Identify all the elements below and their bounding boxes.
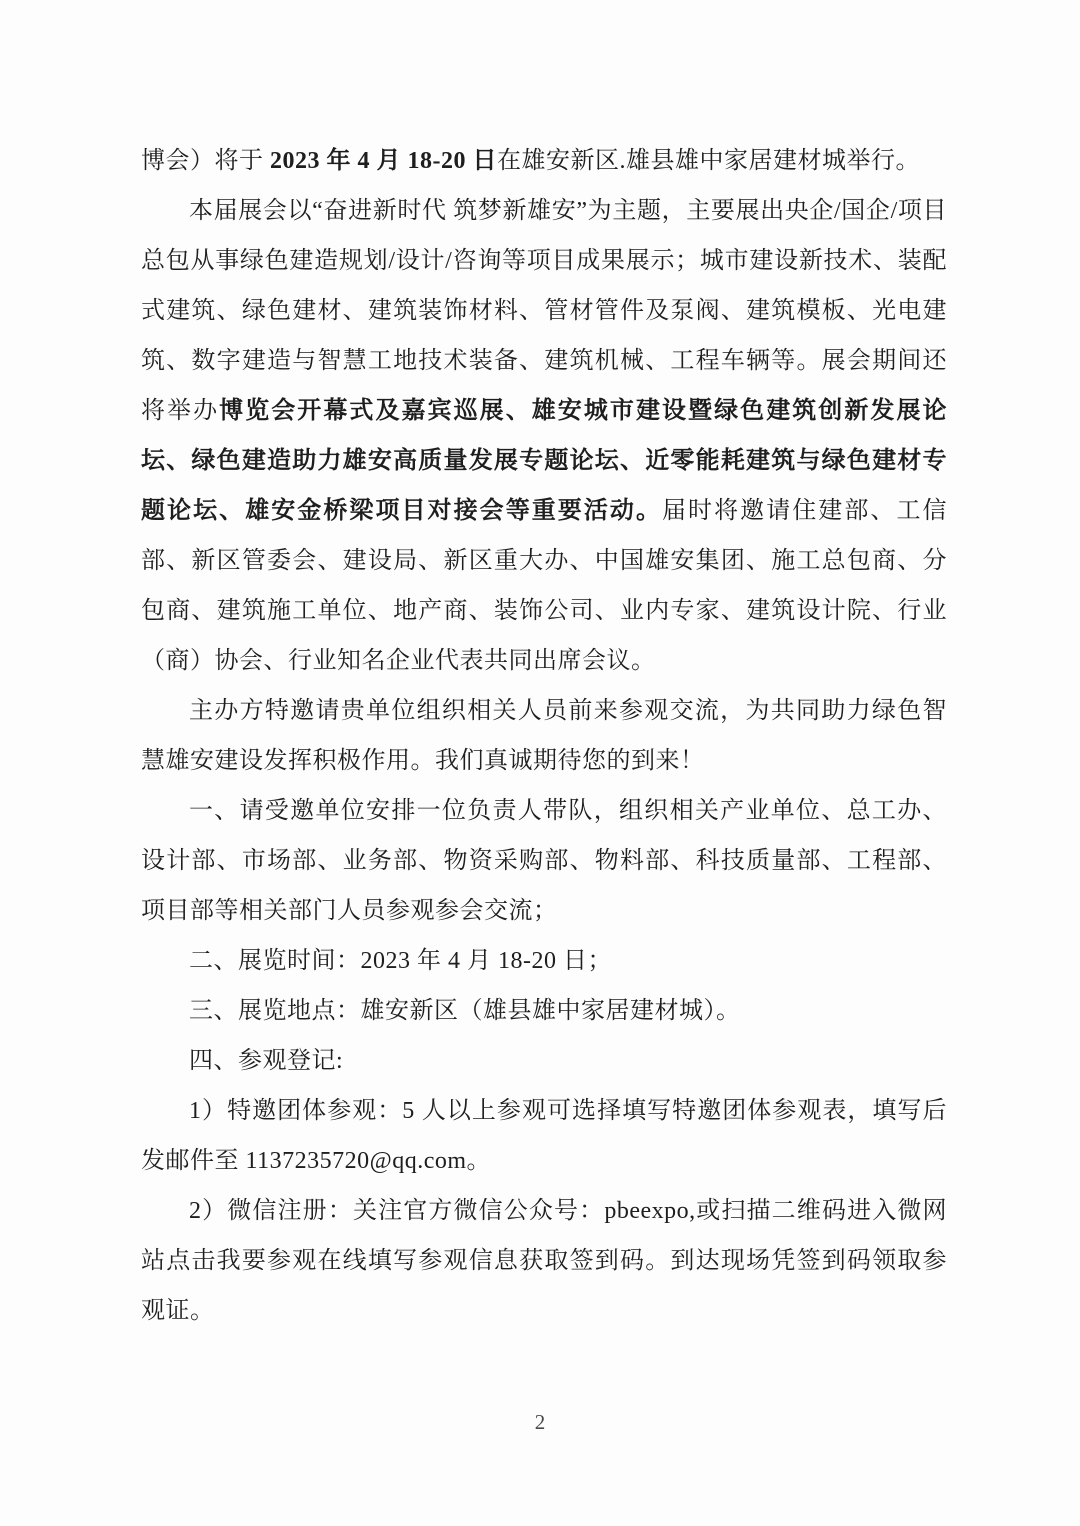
text-run: 届时将邀请住建部、工信部、新区管委会、建设局、新区重大办、中国雄安集团、施工总包商、分包商、建筑施工单位、地产商、装饰公司、业内专家、建筑设计院、行业（商）协会、行业知名企业代表共同出席会议。 (141, 498, 947, 674)
paragraph (141, 936, 947, 986)
page-footer (0, 1408, 1080, 1436)
text-run: 主办方特邀请贵单位组织相关人员前来参观交流，为共同助力绿色智慧雄安建设发挥积极作用。我们真诚期待您的到来！ (141, 698, 947, 774)
page-number: 2 (534, 1410, 546, 1434)
paragraph (141, 686, 947, 786)
paragraph (141, 186, 947, 686)
paragraph (141, 1186, 947, 1336)
text-run: 2）微信注册：关注官方微信公众号：pbeexpo,或扫描二维码进入微网站点击我要参观在线填写参观信息获取签到码。到达现场凭签到码领取参观证。 (141, 1198, 947, 1324)
text-run: 三、展览地点：雄安新区（雄县雄中家居建材城）。 (189, 998, 741, 1024)
text-run: 本届展会以“奋进新时代 筑梦新雄安”为主题，主要展出央企/国企/项目总包从事绿色建造规划/设计/咨询等项目成果展示；城市建设新技术、装配式建筑、绿色建材、建筑装饰材料、管材管件及泵阀、建筑模板、光电建筑、数字建造与智慧工地技术装备、建筑机械、工程车辆等。展会期间还将举办 (141, 198, 947, 424)
text-run: 在雄安新区.雄县雄中家居建材城举行。 (497, 148, 920, 174)
paragraph (141, 1036, 947, 1086)
text-run: 博会）将于 (141, 148, 270, 174)
paragraph (141, 786, 947, 936)
paragraph (141, 136, 947, 186)
text-run: 一、请受邀单位安排一位负责人带队，组织相关产业单位、总工办、设计部、市场部、业务部、物资采购部、物料部、科技质量部、工程部、项目部等相关部门人员参观参会交流； (141, 798, 947, 924)
text-run: 四、参观登记: (189, 1048, 344, 1074)
text-run: 二、展览时间：2023 年 4 月 18-20 日； (189, 948, 612, 974)
text-run: 1）特邀团体参观：5 人以上参观可选择填写特邀团体参观表，填写后发邮件至 1137235720@qq.com。 (141, 1098, 947, 1174)
bold-text-run: 2023 年 4 月 18-20 日 (270, 148, 497, 174)
document-body (141, 136, 947, 1336)
bold-text-run: 博览会开幕式及嘉宾巡展、雄安城市建设暨绿色建筑创新发展论坛、绿色建造助力雄安高质量发展专题论坛、近零能耗建筑与绿色建材专题论坛、雄安金桥梁项目对接会等重要活动。 (141, 398, 948, 524)
paragraph (141, 986, 947, 1036)
paragraph (141, 1086, 947, 1186)
